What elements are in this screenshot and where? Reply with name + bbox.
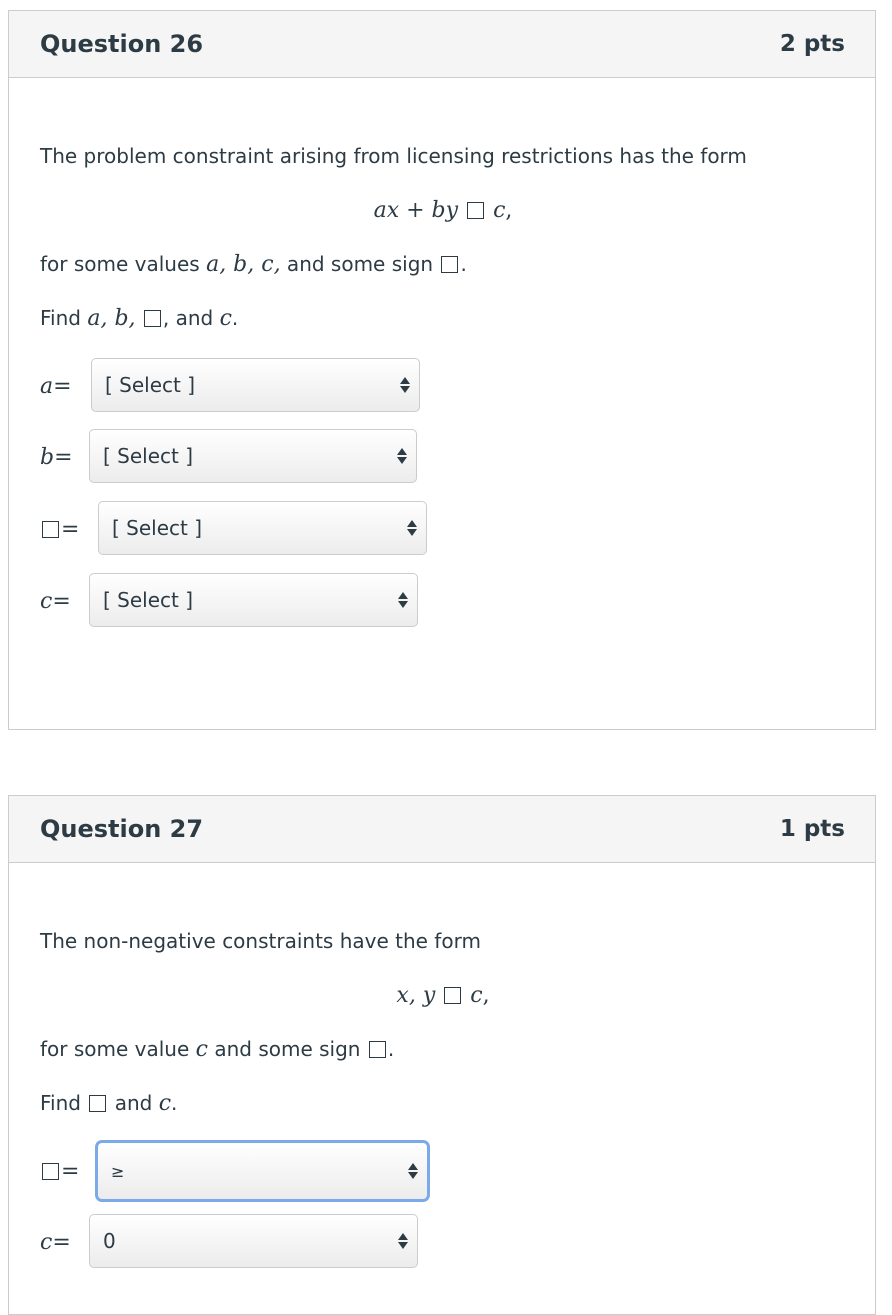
answer-row-b	[40, 429, 73, 485]
question-line-values	[40, 252, 467, 277]
select-c-dropdown[interactable]	[89, 1214, 418, 1268]
select-value: ≥	[111, 1161, 125, 1181]
eq-comma: ,	[482, 983, 490, 1008]
select-arrows-icon	[398, 1233, 408, 1249]
sign-box-icon	[42, 1163, 59, 1180]
eq-term-xy: x, y	[396, 983, 436, 1008]
row-eq: =	[61, 516, 80, 542]
question-title: Question 26	[40, 30, 204, 58]
question-line-find	[40, 306, 238, 331]
row-var: c	[40, 588, 53, 614]
select-value: 0	[103, 1229, 116, 1253]
question-points: 2 pts	[779, 31, 845, 57]
select-a-dropdown[interactable]	[91, 358, 420, 412]
question-title: Question 27	[40, 815, 204, 843]
text-span: .	[460, 252, 467, 276]
eq-term-c: c	[493, 198, 506, 223]
row-eq: =	[53, 373, 72, 399]
sign-box-icon	[42, 521, 59, 538]
eq-term-ax: ax	[373, 198, 400, 223]
text-span: .	[387, 1037, 395, 1061]
select-arrows-icon	[408, 1163, 418, 1179]
math-var-c: c	[195, 1037, 208, 1062]
constraint-equation	[9, 198, 877, 223]
text-span: Find	[40, 306, 88, 330]
select-value: [ Select ]	[103, 588, 194, 612]
answer-label	[40, 1159, 79, 1184]
question-header	[9, 11, 875, 78]
text-span: and some sign	[280, 252, 440, 276]
select-arrows-icon	[407, 520, 417, 536]
row-eq: =	[54, 444, 73, 470]
answer-row-c	[40, 1214, 71, 1270]
math-vars: a, b, c,	[206, 252, 281, 277]
select-sign-dropdown[interactable]	[98, 501, 427, 555]
sign-box-icon	[444, 987, 461, 1004]
select-arrows-icon	[397, 448, 407, 464]
answer-row-sign	[40, 1143, 79, 1199]
select-arrows-icon	[400, 377, 410, 393]
select-arrows-icon	[398, 592, 408, 608]
text-span: ,	[162, 306, 170, 330]
answer-label	[40, 589, 71, 614]
answer-row-c	[40, 573, 71, 629]
question-points: 1 pts	[779, 816, 845, 842]
sign-box-icon	[144, 310, 161, 327]
math-var-c: c	[219, 306, 232, 331]
row-eq: =	[61, 1158, 80, 1184]
answer-label	[40, 1230, 71, 1255]
text-span: .	[231, 306, 239, 330]
answer-label	[40, 445, 73, 470]
eq-plus: +	[399, 198, 432, 223]
sign-box-icon	[467, 202, 484, 219]
select-value: [ Select ]	[103, 444, 194, 468]
question-line-values	[40, 1037, 394, 1062]
row-eq: =	[52, 1229, 71, 1255]
math-vars: a, b,	[87, 306, 136, 331]
math-var-c: c	[158, 1091, 172, 1116]
select-value: [ Select ]	[105, 373, 196, 397]
text-span: and some sign	[207, 1037, 367, 1061]
row-eq: =	[52, 588, 71, 614]
text-span: for some value	[40, 1037, 196, 1061]
constraint-equation	[9, 983, 877, 1008]
sign-box-icon	[89, 1095, 106, 1112]
eq-term-c: c	[470, 983, 483, 1008]
question-27-card	[8, 795, 876, 1315]
eq-term-by: by	[431, 198, 459, 223]
select-c-dropdown[interactable]	[89, 573, 418, 627]
sign-box-icon	[369, 1041, 386, 1058]
question-26-card	[8, 10, 876, 730]
text-span: and	[108, 1091, 159, 1115]
question-line-find	[40, 1091, 177, 1116]
eq-comma: ,	[505, 198, 513, 223]
text-span: and	[169, 306, 220, 330]
answer-label	[40, 517, 79, 542]
answer-row-sign	[40, 501, 79, 557]
question-intro: The problem constraint arising from licensing restrictions has the form	[40, 144, 747, 168]
text-span: Find	[40, 1091, 88, 1115]
row-var: b	[40, 444, 55, 470]
question-intro: The non-negative constraints have the form	[40, 929, 481, 953]
row-var: c	[40, 1229, 53, 1255]
select-sign-dropdown[interactable]	[95, 1140, 430, 1202]
sign-box-icon	[441, 256, 458, 273]
text-span: .	[171, 1091, 178, 1115]
answer-label	[40, 374, 72, 399]
select-b-dropdown[interactable]	[89, 429, 417, 483]
select-value: [ Select ]	[112, 516, 203, 540]
answer-row-a	[40, 358, 72, 414]
text-span: for some values	[40, 252, 207, 276]
question-header	[9, 796, 875, 863]
row-var: a	[40, 373, 54, 399]
